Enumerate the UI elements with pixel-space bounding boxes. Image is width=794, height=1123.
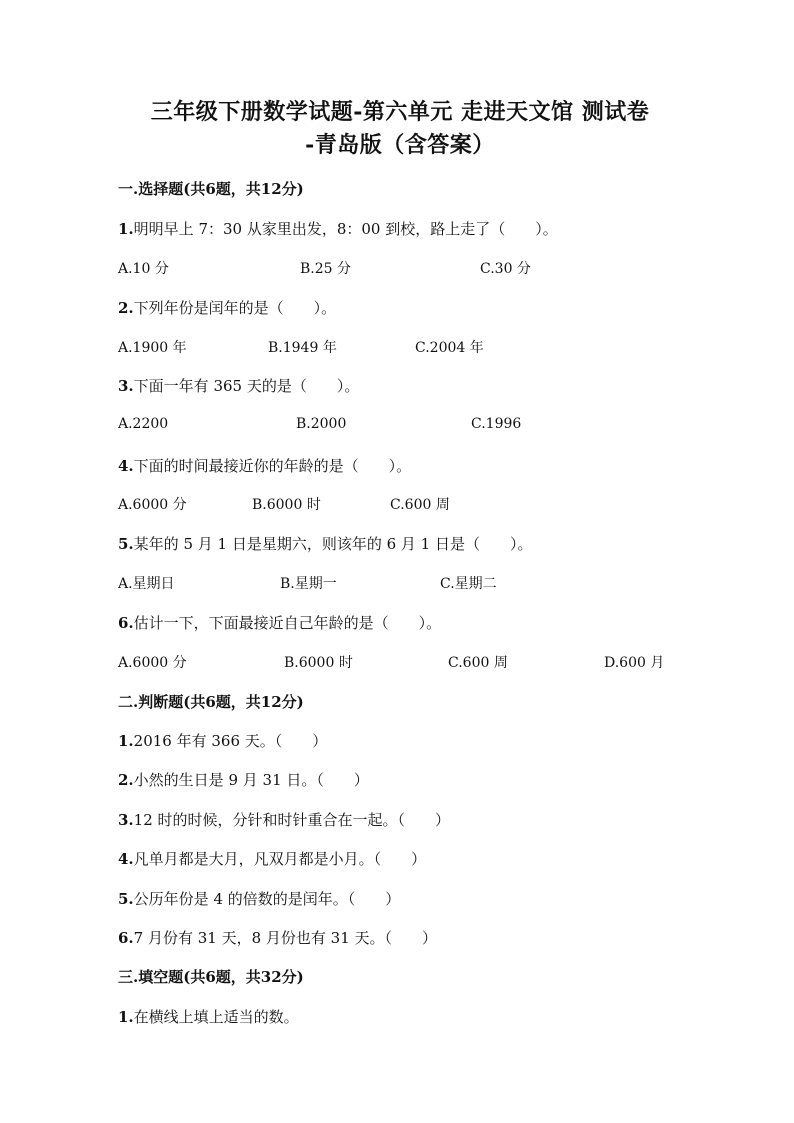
choice-question-5	[118, 533, 533, 554]
choice-option: C.星期二	[440, 576, 497, 592]
question-text: 估计一下，下面最接近自己年龄的是（ ）。	[133, 614, 442, 632]
choice-question-3	[118, 375, 359, 396]
question-text: 下面的时间最接近你的年龄的是（ ）。	[133, 457, 412, 475]
choice-option: C.30 分	[480, 261, 531, 277]
question-number: 1.	[118, 1008, 134, 1026]
question-text: 小然的生日是 9 月 31 日。（ ）	[133, 771, 369, 789]
question-number: 5.	[118, 535, 134, 553]
question-text: 下列年份是闰年的是（ ）。	[133, 299, 337, 317]
question-text: 12 时的时候，分针和时针重合在一起。（ ）	[133, 811, 451, 829]
choice-question-1	[118, 218, 558, 239]
choice-option: C.1996	[471, 416, 522, 432]
choice-option: A.6000 分	[118, 497, 187, 513]
question-text: 在横线上填上适当的数。	[133, 1008, 299, 1026]
question-text: 某年的 5 月 1 日是星期六，则该年的 6 月 1 日是（ ）。	[133, 535, 533, 553]
choice-question-6	[118, 612, 441, 633]
question-number: 4.	[118, 850, 134, 868]
judgement-question-4	[118, 848, 426, 869]
choice-option: C.600 周	[448, 655, 508, 671]
judgement-question-6	[118, 927, 437, 948]
question-number: 5.	[118, 890, 134, 908]
question-number: 6.	[118, 929, 134, 947]
choice-option: B.1949 年	[268, 340, 337, 356]
question-number: 3.	[118, 811, 134, 829]
question-text: 2016 年有 366 天。（ ）	[133, 732, 328, 750]
choice-option: A.1900 年	[118, 340, 187, 356]
choice-option: A.6000 分	[118, 655, 187, 671]
choice-option: C.2004 年	[415, 340, 484, 356]
question-number: 1.	[118, 220, 134, 238]
page-title-line-2: -青岛版（含答案）	[305, 132, 495, 158]
page-title-line-1: 三年级下册数学试题-第六单元 走进天文馆 测试卷	[150, 99, 650, 125]
question-number: 3.	[118, 377, 134, 395]
question-number: 1.	[118, 732, 134, 750]
choice-question-2	[118, 297, 336, 318]
choice-option: B.星期一	[280, 576, 337, 592]
judgement-question-1	[118, 730, 327, 751]
choice-option: D.600 月	[604, 655, 665, 671]
judgement-question-2	[118, 769, 369, 790]
question-text: 下面一年有 365 天的是（ ）。	[133, 377, 360, 395]
question-text: 公历年份是 4 的倍数的是闰年。（ ）	[133, 890, 401, 908]
choice-option: B.25 分	[300, 261, 352, 277]
question-text: 7 月份有 31 天，8 月份也有 31 天。（ ）	[133, 929, 438, 947]
section-heading-judgement: 二.判断题(共6题，共12分)	[118, 693, 304, 711]
question-number: 6.	[118, 614, 134, 632]
question-number: 4.	[118, 457, 134, 475]
judgement-question-3	[118, 809, 450, 830]
section-heading-fill-blank: 三.填空题(共6题，共32分)	[118, 968, 304, 986]
choice-question-4	[118, 455, 411, 476]
choice-option: A.星期日	[118, 576, 175, 592]
choice-option: B.2000	[296, 416, 347, 432]
question-text: 凡单月都是大月，凡双月都是小月。（ ）	[133, 850, 427, 868]
question-text: 明明早上 7：30 从家里出发，8：00 到校，路上走了（ ）。	[133, 220, 558, 238]
choice-option: A.10 分	[118, 261, 169, 277]
fill-question-1	[118, 1006, 299, 1027]
choice-option: A.2200	[118, 416, 169, 432]
question-number: 2.	[118, 299, 134, 317]
choice-option: B.6000 时	[284, 655, 353, 671]
question-number: 2.	[118, 771, 134, 789]
choice-option: B.6000 时	[252, 497, 321, 513]
section-heading-choice: 一.选择题(共6题，共12分)	[118, 180, 304, 198]
judgement-question-5	[118, 888, 400, 909]
choice-option: C.600 周	[390, 497, 450, 513]
